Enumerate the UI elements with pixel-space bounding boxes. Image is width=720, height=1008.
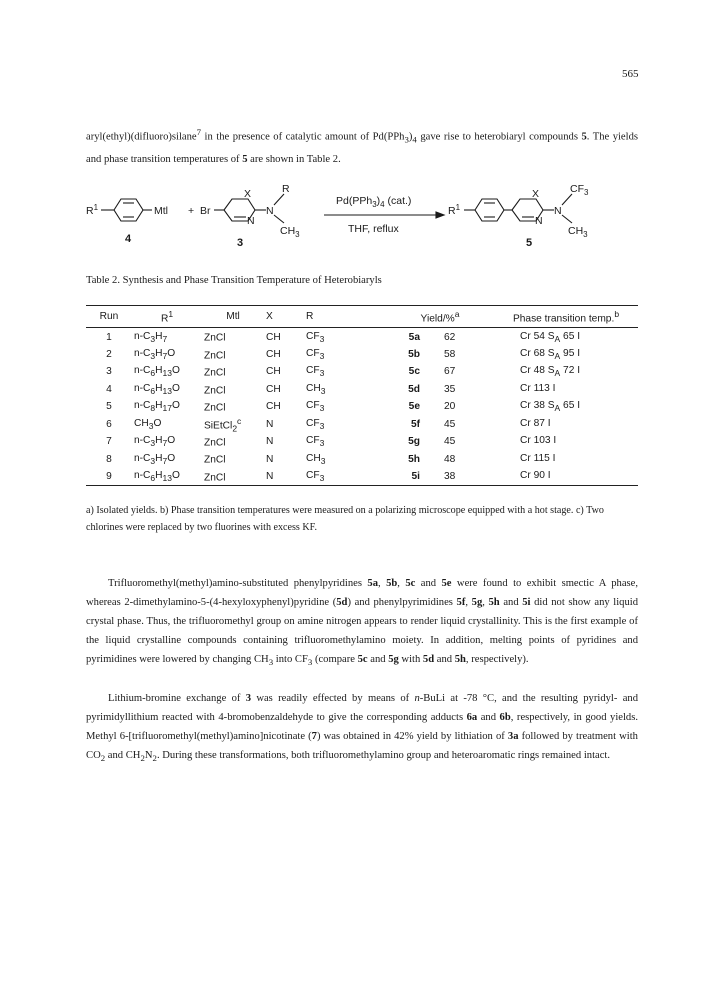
cell-yield: 45 [444,418,456,430]
cell-run: 5 [106,401,112,413]
cell-phase-transition: Cr 87 I [520,417,551,429]
cell-r1: $n-C_3H_7$ [134,330,168,344]
cell-compound: 5f [410,418,420,430]
cell-r1: $n-C_6H_{13}O$ [134,382,180,396]
cell-mtl: ZnCl [202,468,264,486]
svg-text:+: + [188,205,195,217]
table-row [86,346,638,363]
cell-r1: $CH_3O$ [134,417,162,431]
cell-run: 4 [106,383,112,395]
svg-text:R: R [282,183,290,195]
cell-yield: 20 [444,401,456,413]
cell-phase-transition: Cr 115 I [520,452,556,464]
cell-x: N [266,436,274,448]
cell-yield: 38 [426,468,496,486]
svg-text:R1: $R^1$ [448,203,461,217]
benzene-ring-left [114,199,143,221]
cell-mtl: ZnCl [204,454,226,466]
header-x: X [264,306,304,328]
svg-text:CH3: $CH_3$ [568,225,588,239]
page-number: 565 [622,68,639,80]
header-yield: Yield/%$^a$ [368,306,496,328]
cell-compound: 5i [368,468,426,486]
svg-text:THF, reflux: THF, reflux [348,223,399,235]
table-row [86,398,638,415]
results-table [86,305,638,486]
svg-text:N: N [554,205,562,217]
lithiation-paragraph: Lithium-bromine exchange of 3 was readily effected by means of n-BuLi at -78 °C, and the resulting pyridyl- and pyrimidyllithium reacted with 4-bromobenzaldehyde to give the corresponding adducts 6a and 6b, respectively, in good yields. Methyl 6-[trifluoromethyl(methyl)amino]nicotinate (7) was obtained in 42% yield by lithiation of 3a followed by treatment with $CO_2$ and $CH_2N_2$. During these transformations, both trifluoromethylamino group and heteroaromatic rings remained intact. [86,693,639,764]
cell-yield: 48 [444,453,456,465]
cell-x: N [266,418,274,430]
cell-mtl: ZnCl [204,437,226,449]
cell-compound: 5a [408,331,420,343]
cell-run: 8 [106,453,112,465]
svg-text:N: N [266,205,274,217]
cell-compound: 5e [408,401,420,413]
svg-text:3: 3 [237,237,244,249]
cell-compound: 5d [408,383,420,395]
cell-r: $CF_3$ [306,348,325,362]
svg-text:X: X [244,188,252,200]
cell-r: $CF_3$ [306,365,325,379]
svg-text:Br: Br [200,205,211,217]
cell-phase-transition: Cr 90 I [496,468,638,486]
cell-mtl: SiEtCl$_2^c$ [204,415,242,433]
cell-compound: 5c [408,366,420,378]
reaction-scheme [86,180,638,260]
cell-r: $CF_3$ [306,330,325,344]
cell-yield: 45 [444,436,456,448]
header-mtl: Mtl [202,306,264,328]
table-row [86,468,638,486]
table-row [86,381,638,398]
svg-text:Pd(PPh3)4 (cat.): $Pd(PPh_3)_4$ (cat.) [336,195,412,209]
svg-text:N: N [247,215,255,227]
svg-text:CF3: $CF_3$ [570,183,589,197]
cell-mtl: ZnCl [204,367,226,379]
cell-yield: 35 [444,383,456,395]
cell-phase-transition: Cr 103 I [520,435,557,447]
cell-compound: 5h [408,453,420,465]
svg-text:X: X [532,188,540,200]
cell-x: CH [266,401,281,413]
cell-x: CH [266,349,281,361]
header-r1: $R^1$ [132,306,202,328]
cell-compound: 5b [408,349,420,361]
cell-r: $CF_3$ [306,400,325,414]
cell-phase-transition: Cr 38 $S_A$ 65 I [520,400,581,414]
svg-text:R1: $R^1$ [86,203,99,217]
intro-paragraph: aryl(ethyl)(difluoro)silane$^7$ in the presence of catalytic amount of $Pd(PPh_3)_4$ gave rise to heterobiaryl compounds 5. The yields and phase transition temperatures of 5 are shown in Table 2. [86,127,639,165]
cell-run: 2 [106,349,112,361]
cell-r: $CH_3$ [306,452,326,466]
cell-phase-transition: Cr 68 $S_A$ 95 I [520,348,581,362]
cell-x: CH [266,331,281,343]
cell-x: N [266,453,274,465]
table-row [86,328,638,346]
table-header-row [86,306,638,328]
cell-r: $CF_3$ [306,417,325,431]
cell-x: CH [266,366,281,378]
cell-run: 7 [106,436,112,448]
svg-text:CH3: $CH_3$ [280,225,300,239]
cell-mtl: ZnCl [204,402,226,414]
cell-r1: $n-C_3H_7O$ [134,348,176,362]
cell-r1: $n-C_6H_{13}O$ [132,468,202,486]
cell-yield: 58 [444,349,456,361]
svg-text:Mtl: Mtl [154,205,168,217]
cell-yield: 67 [444,366,456,378]
header-r: R [304,306,368,328]
cell-x: CH [266,383,281,395]
svg-text:N: N [535,215,543,227]
discussion-paragraph: Trifluoromethyl(methyl)amino-substituted phenylpyridines 5a, 5b, 5c and 5e were found to exhibit smectic A phase, whereas 2-dimethylamino-5-(4-hexyloxyphenyl)pyridine (5d) and phenylpyrimidines 5f, 5g, 5h and 5i did not show any liquid crystal phase. Thus, the trifluoromethyl group on amine nitrogen appears to render liquid crystallinity. This is the first example of the liquid crystalline compounds containing trifluoromethylamino moiety. In addition, melting points of pyridines and pyrimidines were lowered by changing $CH_3$ into $CF_3$ (compare 5c and 5g with 5d and 5h, respectively). [86,578,639,668]
cell-r1: $n-C_3H_7O$ [134,435,176,449]
cell-x: N [264,468,304,486]
cell-run: 1 [106,331,112,343]
table-row [86,450,638,467]
header-run: Run [86,306,132,328]
header-phase-transition: Phase transition temp.$^b$ [496,306,638,328]
cell-r1: $n-C_3H_7O$ [134,452,176,466]
cell-r: $CF_3$ [306,435,325,449]
cell-r1: $n-C_8H_{17}O$ [134,400,180,414]
table-row [86,363,638,380]
table-caption: Table 2. Synthesis and Phase Transition Temperature of Heterobiaryls [86,275,382,286]
cell-r1: $n-C_6H_{13}O$ [134,365,180,379]
cell-run: 3 [106,366,112,378]
cell-run: 6 [106,418,112,430]
svg-text:5: 5 [526,237,533,249]
svg-text:4: 4 [125,233,132,245]
cell-r: $CH_3$ [306,382,326,396]
cell-compound: 5g [408,436,420,448]
cell-yield: 62 [444,331,456,343]
cell-mtl: ZnCl [204,385,226,397]
cell-phase-transition: Cr 54 $S_A$ 65 I [520,330,581,344]
table-row [86,416,638,433]
benzene-ring-product [475,199,504,221]
cell-phase-transition: Cr 113 I [520,382,556,394]
cell-phase-transition: Cr 48 $S_A$ 72 I [520,365,581,379]
cell-mtl: ZnCl [204,350,226,362]
cell-mtl: ZnCl [204,332,226,344]
cell-run: 9 [86,468,132,486]
table-footnote: a) Isolated yields. b) Phase transition temperatures were measured on a polarizing microscope equipped with a hot stage. c) Two chlorines were replaced by two fluorines with excess KF. [86,505,604,533]
table-row [86,433,638,450]
cell-r: $CF_3$ [304,468,368,486]
